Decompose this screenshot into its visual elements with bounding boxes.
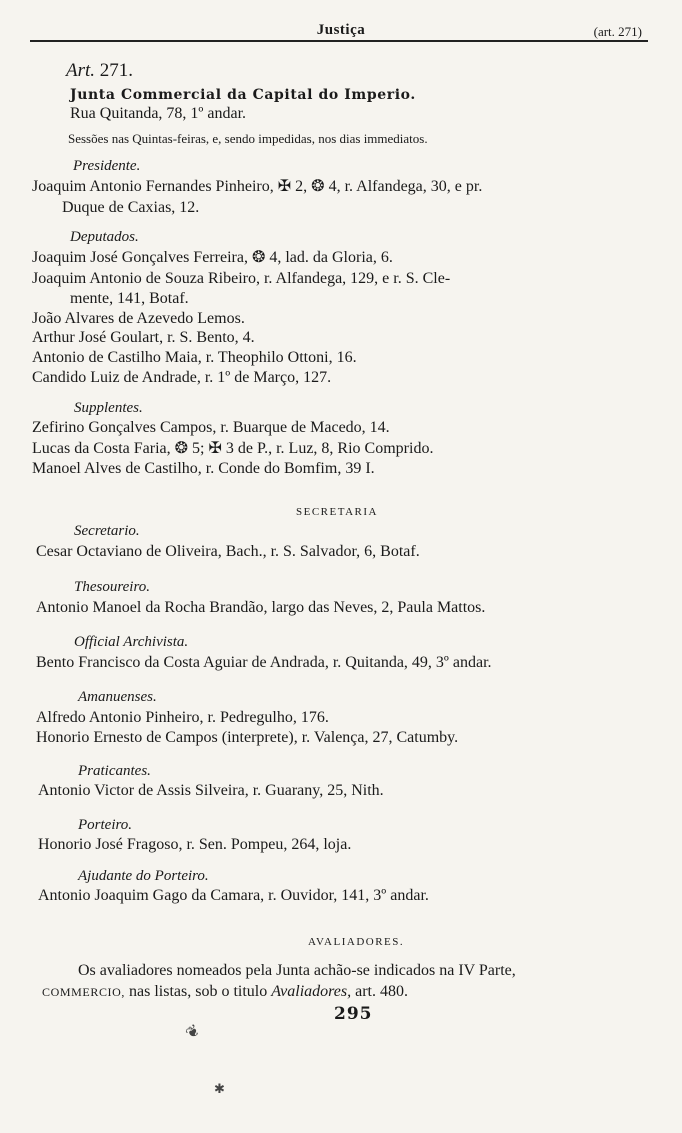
deputado-entry: Candido Luiz de Andrade, r. 1º de Março, 127.: [32, 369, 332, 386]
running-title: Justiça: [316, 22, 366, 38]
deputado-entry-continued: mente, 141, Botaf.: [70, 290, 189, 307]
archivista-entry: Bento Francisco da Costa Aguiar de Andrada, r. Quitanda, 49, 3º andar.: [36, 654, 492, 671]
praticantes-label: Praticantes.: [78, 763, 151, 779]
ajudante-label: Ajudante do Porteiro.: [78, 868, 209, 884]
ink-speck-icon: ✱: [214, 1082, 225, 1097]
ink-speck-icon: ❦: [181, 1019, 204, 1044]
supplente-entry: Zefirino Gonçalves Campos, r. Buarque de Macedo, 14.: [32, 419, 390, 436]
amanuense-entry: Alfredo Antonio Pinheiro, r. Pedregulho, 176.: [36, 709, 329, 726]
deputado-entry: Joaquim Antonio de Souza Ribeiro, r. Alfandega, 129, e r. S. Cle-: [32, 270, 451, 287]
ajudante-entry: Antonio Joaquim Gago da Camara, r. Ouvidor, 141, 3º andar.: [38, 887, 429, 904]
avaliadores-text-line-1: Os avaliadores nomeados pela Junta achão-se indicados na IV Parte,: [78, 962, 516, 979]
secretario-label: Secretario.: [74, 523, 140, 539]
article-number-value: 271.: [99, 60, 134, 81]
commercio-smallcaps: COMMERCIO,: [42, 985, 126, 999]
deputados-label: Deputados.: [70, 229, 139, 245]
presidente-line-1: Joaquim Antonio Fernandes Pinheiro, ✠ 2, ❂ 4, r. Alfandega, 30, e pr.: [32, 178, 483, 195]
page-number: 295: [334, 1004, 373, 1024]
avaliadores-text-suffix: art. 480.: [351, 983, 408, 1000]
presidente-label: Presidente.: [73, 158, 141, 174]
presidente-line-2: Duque de Caxias, 12.: [62, 199, 200, 216]
avaliadores-title-italic: Avaliadores,: [271, 983, 352, 1000]
deputado-entry: Joaquim José Gonçalves Ferreira, ❂ 4, lad. da Gloria, 6.: [32, 249, 393, 266]
porteiro-entry: Honorio José Fragoso, r. Sen. Pompeu, 264, loja.: [38, 836, 352, 853]
supplente-entry: Manoel Alves de Castilho, r. Conde do Bomfim, 39 I.: [32, 460, 375, 477]
thesoureiro-label: Thesoureiro.: [74, 579, 150, 595]
deputado-entry: João Alvares de Azevedo Lemos.: [32, 310, 245, 327]
praticante-entry: Antonio Victor de Assis Silveira, r. Guarany, 25, Nith.: [38, 782, 384, 799]
porteiro-label: Porteiro.: [78, 817, 133, 833]
supplente-entry: Lucas da Costa Faria, ❂ 5; ✠ 3 de P., r. Luz, 8, Rio Comprido.: [32, 440, 434, 457]
deputado-entry: Antonio de Castilho Maia, r. Theophilo Ottoni, 16.: [32, 349, 357, 366]
amanuenses-label: Amanuenses.: [78, 689, 157, 705]
archivista-label: Official Archivista.: [74, 634, 189, 650]
article-number: [66, 62, 133, 80]
deputado-entry: Arthur José Goulart, r. S. Bento, 4.: [32, 329, 255, 346]
avaliadores-text-line-2: [42, 983, 408, 1001]
article-label: Art.: [66, 60, 96, 81]
amanuense-entry: Honorio Ernesto de Campos (interprete), r. Valença, 27, Catumby.: [36, 729, 459, 746]
article-sessions: Sessões nas Quintas-feiras, e, sendo impedidas, nos dias immediatos.: [68, 131, 428, 146]
page-header: [30, 22, 652, 42]
thesoureiro-entry: Antonio Manoel da Rocha Brandão, largo das Neves, 2, Paula Mattos.: [36, 599, 486, 616]
secretaria-heading: SECRETARIA: [296, 506, 378, 518]
header-rule: [30, 40, 648, 42]
article-reference: (art. 271): [593, 24, 642, 39]
avaliadores-heading: AVALIADORES.: [308, 936, 405, 948]
article-heading: Junta Commercial da Capital do Imperio.: [70, 87, 416, 103]
supplentes-label: Supplentes.: [74, 400, 143, 416]
article-address: Rua Quitanda, 78, 1º andar.: [70, 105, 247, 122]
secretario-entry: Cesar Octaviano de Oliveira, Bach., r. S. Salvador, 6, Botaf.: [36, 543, 420, 560]
avaliadores-text-mid: nas listas, sob o titulo: [125, 983, 272, 1000]
